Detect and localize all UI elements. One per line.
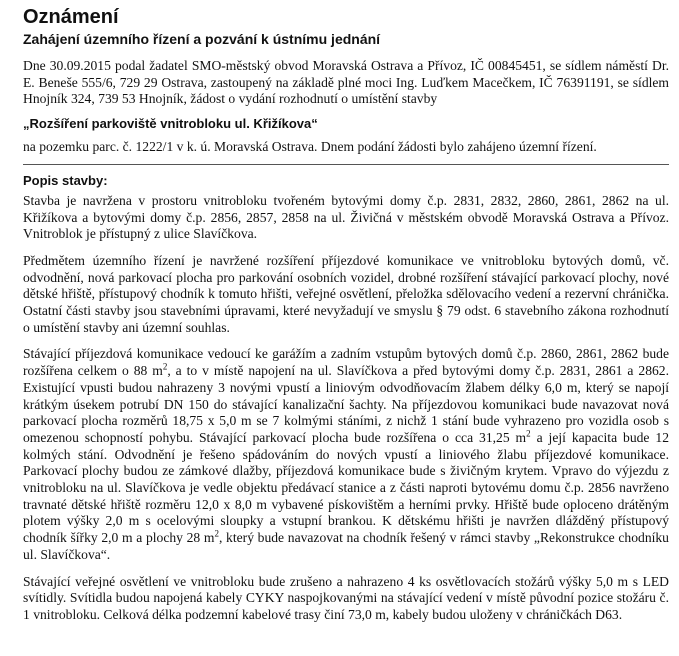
page-title: Oznámení: [23, 6, 119, 28]
description-paragraph-1: Stavba je navržena v prostoru vnitrobloku tvořeném bytovými domy č.p. 2831, 2832, 2860, 2861, 2862 na ul. Křižíkova a bytovými domy č.p. 2856, 2857, 2858 na ul. Živičná v městském obvodě Moravská Ostrava a Přívoz. Vnitroblok je přístupný z ulice Slavíčkova.: [23, 192, 669, 242]
area-unit-superscript: 2: [526, 428, 531, 439]
project-name: „Rozšíření parkoviště vnitrobloku ul. Křižíkova“: [23, 116, 318, 132]
intro-paragraph: Dne 30.09.2015 podal žadatel SMO-městský obvod Moravská Ostrava a Přívoz, IČ 00845451, se sídlem náměstí Dr. E. Beneše 555/6, 729 29 Ostrava, zastoupený na základě plné moci Ing. Luďkem Macečkem, IČ 76391191, se sídlem Hnojník 324, 739 53 Hnojník, žádost o vydání rozhodnutí o umístění stavby: [23, 58, 669, 107]
description-paragraph-3: [23, 346, 669, 563]
area-unit-superscript: 2: [214, 528, 219, 539]
description-paragraph-2: Předmětem územního řízení je navržené rozšíření příjezdové komunikace ve vnitrobloku bytových domů, vč. odvodnění, nová parkovací plocha pro parkování osobních vozidel, drobné rozšíření stávající parkovací plochy, nové dětské hřiště, přístupový chodník k tomuto hřišti, veřejné osvětlení, přeložka sdělovacího vedení a rezervní chránička. Ostatní části stavby jsou stavebními úpravami, které nevyžadují ve smyslu § 79 odst. 6 stavebního zákona rozhodnutí o umístění stavby ani územní souhlas.: [23, 252, 669, 335]
page-subtitle: Zahájení územního řízení a pozvání k ústnímu jednání: [23, 31, 381, 47]
paragraph-3-text: , který bude navazovat na chodník řešený v rámci stavby „Rekonstrukce chodníku ul. Slavíčkova“.: [23, 530, 669, 562]
area-unit-superscript: 2: [162, 361, 168, 372]
section-divider: [23, 164, 669, 165]
description-paragraph-4: Stávající veřejné osvětlení ve vnitrobloku bude zrušeno a nahrazeno 4 ks osvětlovacích stožárů výšky 5,0 m s LED svítidly. Svítidla budou napojená kabely CYKY naspojkovanými na stávající vedení v místě původní pozice stožáru č. 1 vnitrobloku. Celková délka podzemní kabelové trasy činí 73,0 m, kabely budou uloženy v chráničkách D63.: [23, 573, 669, 622]
paragraph-3-text: a její kapacita bude 12 kolmých stání. Odvodnění je řešeno spádováním do nových vpustí a liniového žlabu příjezdové komunikace. Parkovací plochy budou ze zámkové dlažby, příjezdová komunikace bude s živičným krytem. Vpravo do výjezdu z vnitrobloku na ul. Slavíčkova je vedle objektu předávací stanice a z části naproti bytovému domu č.p. 2856 navrženo travnaté dětské hřiště rozměru 12,0 x 8,0 m vybavené pískovištěm a herními prvky. Hřiště bude oploceno drátěným plotem výšky 2,0 m s ocelovými sloupky a vstupní brankou. K dětskému hřišti je navržen dlážděný přístupový chodník šířky 2,0 m a plochy 28 m: [23, 429, 669, 546]
paragraph-3-text: Stávající příjezdová komunikace vedoucí ke garážím a zadním vstupům bytových domů č.p. 2860, 2861, 2862 bude rozšířena celkem o 88 m: [23, 346, 669, 379]
section-heading: Popis stavby:: [23, 172, 108, 188]
location-paragraph: na pozemku parc. č. 1222/1 v k. ú. Moravská Ostrava. Dnem podání žádosti bylo zahájeno územní řízení.: [23, 139, 597, 155]
paragraph-3-text: , a to v místě napojení na ul. Slavíčkova a před bytovými domy č.p. 2831, 2861 a 2862. Existující vpusti budou nahrazeny 3 novými vpustí a liniovým odvodňovacím žlabem délky 6,0 m, který se napojí krátkým úsekem potrubí DN 150 do stávající kanalizační šachty. Na příjezdovou komunikaci bude navazovat nová parkovací plocha rozměrů 18,75 x 5,0 m se 7 kolmými stáními, z nichž 1 stání bude vyhrazeno pro vozidla osob s omezenou schopností pohybu. Stávající parkovací plocha bude rozšířena o cca 31,25 m: [23, 363, 669, 445]
